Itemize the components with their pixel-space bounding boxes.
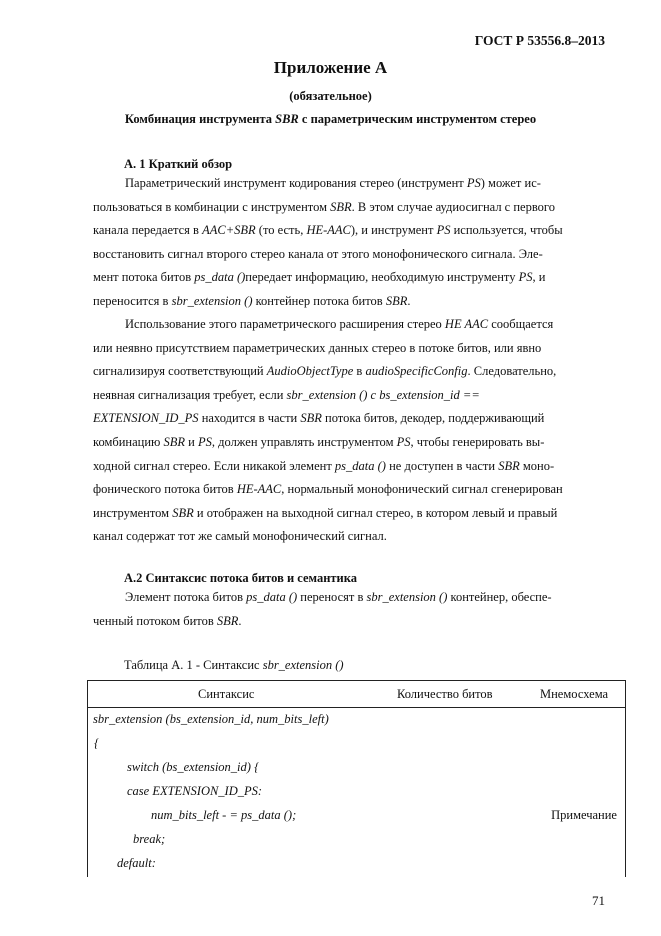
- column-header-syntax: Синтаксис: [198, 687, 255, 701]
- table-caption: Таблица А. 1 - Синтаксис sbr_extension (): [124, 658, 344, 672]
- syntax-table: [87, 680, 626, 877]
- syntax-line: {: [94, 736, 99, 750]
- text-line: Параметрический инструмент кодирования стерео (инструмент PS) может ис-: [125, 176, 541, 190]
- text-line: канала передается в AAC+SBR (то есть, HE-AAC), и инструмент PS используется, чтобы: [93, 223, 563, 238]
- syntax-line: default:: [117, 856, 156, 870]
- standard-number: ГОСТ Р 53556.8–2013: [474, 33, 605, 48]
- paragraph: [93, 172, 591, 314]
- text-line: восстановить сигнал второго стерео канала от этого монофонического сигнала. Эле-: [93, 246, 543, 261]
- paragraph: [93, 313, 591, 549]
- page-number: 71: [592, 893, 605, 908]
- syntax-line: num_bits_left - = ps_data ();: [151, 808, 297, 822]
- syntax-line: switch (bs_extension_id) {: [127, 760, 260, 774]
- section-heading-a2: А.2 Синтаксис потока битов и семантика: [124, 571, 358, 585]
- text-line: фонического потока битов HE-AAC, нормальный монофонический сигнал сгенерирован: [93, 482, 563, 497]
- table-header-row: [88, 681, 625, 708]
- paragraph: [93, 586, 591, 633]
- text-line: Элемент потока битов ps_data () переносят в sbr_extension () контейнер, обеспе-: [125, 590, 552, 604]
- text-line: ходной сигнал стерео. Если никакой элемент ps_data () не доступен в части SBR моно-: [93, 458, 555, 473]
- text-line: ченный потоком битов SBR.: [93, 613, 242, 628]
- column-header-bits: Количество битов: [397, 687, 493, 701]
- syntax-line: case EXTENSION_ID_PS:: [127, 784, 263, 798]
- syntax-line: sbr_extension (bs_extension_id, num_bits_left): [93, 712, 329, 726]
- text-line: пользоваться в комбинации с инструментом SBR. В этом случае аудиосигнал с первого: [93, 199, 555, 214]
- text-line: комбинацию SBR и PS, должен управлять инструментом PS, чтобы генерировать вы-: [93, 434, 545, 449]
- text-line: сигнализируя соответствующий AudioObjectType в audioSpecificConfig. Следовательно,: [93, 364, 557, 379]
- text-line: Использование этого параметрического расширения стерео HE AAC сообщается: [125, 317, 554, 331]
- text-line: канал содержат тот же самый монофонический сигнал.: [93, 529, 387, 544]
- text-line: переносится в sbr_extension () контейнер потока битов SBR.: [93, 293, 411, 308]
- column-header-mnemonic: Мнемосхема: [540, 687, 609, 701]
- section-heading-a1: А. 1 Краткий обзор: [124, 157, 233, 171]
- text-line: мент потока битов ps_data ()передает информацию, необходимую инструменту PS, и: [93, 270, 546, 285]
- syntax-line: break;: [133, 832, 166, 846]
- text-line: EXTENSION_ID_PS находится в части SBR потока битов, декодер, поддерживающий: [93, 411, 545, 426]
- text-line: неявная сигнализация требует, если sbr_extension () с bs_extension_id ==: [93, 387, 480, 402]
- text-line: или неявно присутствием параметрических данных стерео в потоке битов, или явно: [93, 340, 542, 355]
- annex-title: Приложение А: [273, 58, 388, 77]
- annex-status: (обязательное): [289, 89, 372, 103]
- annex-subtitle: Комбинация инструмента SBR с параметрическим инструментом стерео: [124, 112, 537, 126]
- text-line: инструментом SBR и отображен на выходной сигнал стерео, в котором левый и правый: [93, 505, 558, 520]
- mnemonic-note: Примечание: [551, 808, 617, 822]
